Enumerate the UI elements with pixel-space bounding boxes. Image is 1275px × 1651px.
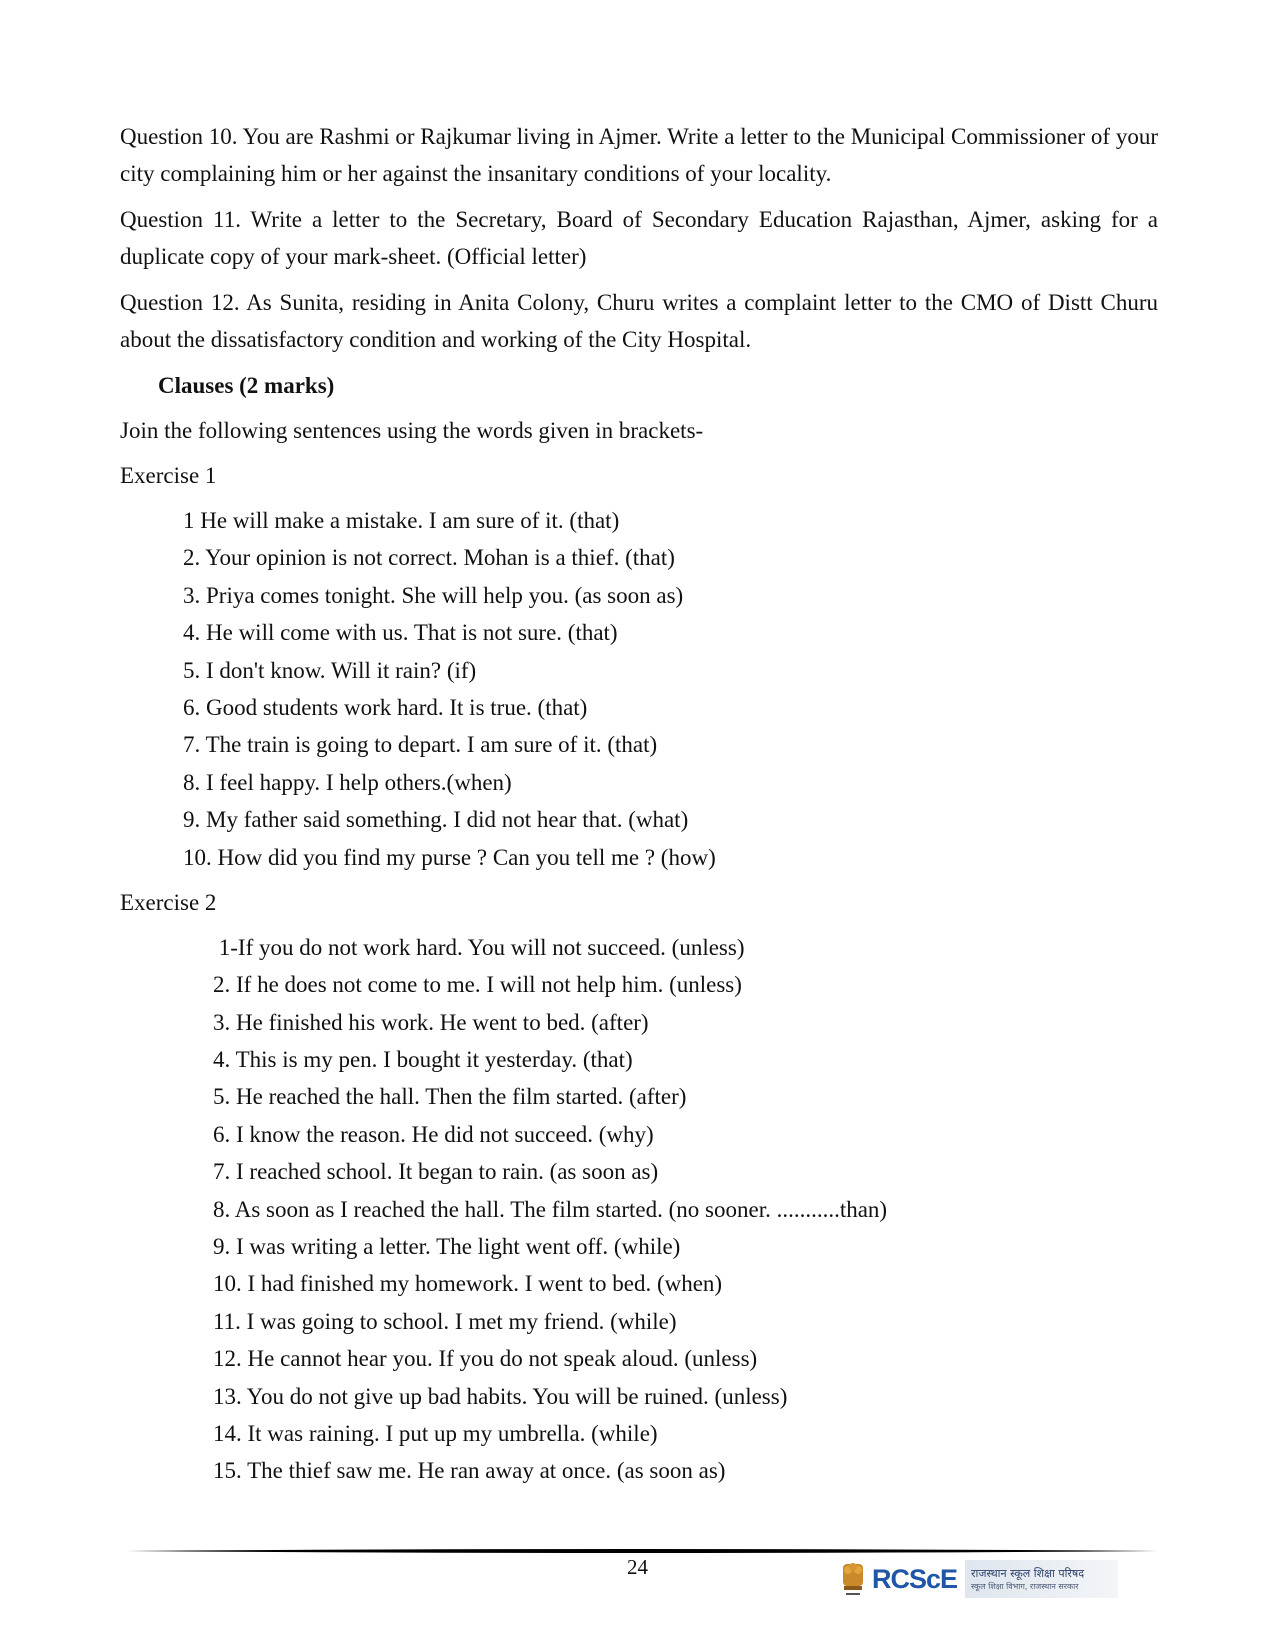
list-item: 6. I know the reason. He did not succeed. (why) xyxy=(213,1121,654,1147)
list-item: 8. As soon as I reached the hall. The film started. (no sooner. ...........than) xyxy=(213,1196,888,1222)
list-item: 2. Your opinion is not correct. Mohan is a thief. (that) xyxy=(183,545,675,571)
logo-band xyxy=(965,1560,1118,1598)
list-item: 10. How did you find my purse ? Can you tell me ? (how) xyxy=(183,844,716,870)
list-item: 6. Good students work hard. It is true. (that) xyxy=(183,694,588,720)
list-item: 15. The thief saw me. He ran away at once. (as soon as) xyxy=(213,1458,726,1484)
list-item: 4. He will come with us. That is not sure. (that) xyxy=(183,620,618,646)
page-content xyxy=(120,118,1158,1498)
logo-hindi-line-1: राजस्थान स्कूल शिक्षा परिषद xyxy=(971,1566,1085,1580)
clauses-heading: Clauses (2 marks) xyxy=(158,373,335,398)
list-item: 2. If he does not come to me. I will not help him. (unless) xyxy=(213,972,742,998)
list-item: 1 He will make a mistake. I am sure of it. (that) xyxy=(183,508,620,533)
list-item: 5. He reached the hall. Then the film started. (after) xyxy=(213,1084,687,1110)
page-number: 24 xyxy=(627,1555,648,1579)
exercise-1-title: Exercise 1 xyxy=(120,463,217,488)
logo-wordmark: RCScE xyxy=(872,1563,958,1594)
list-item: 3. He finished his work. He went to bed. (after) xyxy=(213,1009,649,1035)
list-item: 7. The train is going to depart. I am sure of it. (that) xyxy=(183,732,658,758)
question-10: Question 10. You are Rashmi or Rajkumar living in Ajmer. Write a letter to the Municipal Commissioner of your city complaining him or her against the insanitary conditions of your locality. xyxy=(120,124,1158,186)
exercise-2-title: Exercise 2 xyxy=(120,889,217,915)
list-item: 7. I reached school. It began to rain. (as soon as) xyxy=(213,1159,659,1185)
list-item: 9. I was writing a letter. The light went off. (while) xyxy=(213,1234,681,1260)
exercise-1-list xyxy=(120,502,1158,876)
list-item: 10. I had finished my homework. I went to bed. (when) xyxy=(213,1271,723,1297)
list-item: 11. I was going to school. I met my friend. (while) xyxy=(213,1308,677,1334)
list-item: 13. You do not give up bad habits. You will be ruined. (unless) xyxy=(213,1383,788,1409)
question-12: Question 12. As Sunita, residing in Anita Colony, Churu writes a complaint letter to the CMO of Distt Churu about the dissatisfactory condition and working of the City Hospital. xyxy=(120,290,1158,352)
question-11: Question 11. Write a letter to the Secretary, Board of Secondary Education Rajasthan, Ajmer, asking for a duplicate copy of your mark-sheet. (Official letter) xyxy=(120,207,1158,269)
rcsce-logo xyxy=(840,1556,1118,1602)
instruction-text: Join the following sentences using the words given in brackets- xyxy=(120,418,704,443)
list-item: 12. He cannot hear you. If you do not speak aloud. (unless) xyxy=(213,1346,758,1372)
list-item: 3. Priya comes tonight. She will help you. (as soon as) xyxy=(183,582,684,608)
list-item: 5. I don't know. Will it rain? (if) xyxy=(183,657,477,683)
exercise-2-list xyxy=(120,929,1158,1490)
list-item: 8. I feel happy. I help others.(when) xyxy=(183,769,512,795)
list-item: 1-If you do not work hard. You will not succeed. (unless) xyxy=(213,934,745,960)
state-emblem-icon xyxy=(840,1558,866,1600)
list-item: 14. It was raining. I put up my umbrella. (while) xyxy=(213,1420,658,1446)
list-item: 4. This is my pen. I bought it yesterday. (that) xyxy=(213,1047,633,1073)
logo-hindi-line-2: स्कूल शिक्षा विभाग, राजस्थान सरकार xyxy=(971,1581,1079,1591)
list-item: 9. My father said something. I did not hear that. (what) xyxy=(183,807,689,833)
